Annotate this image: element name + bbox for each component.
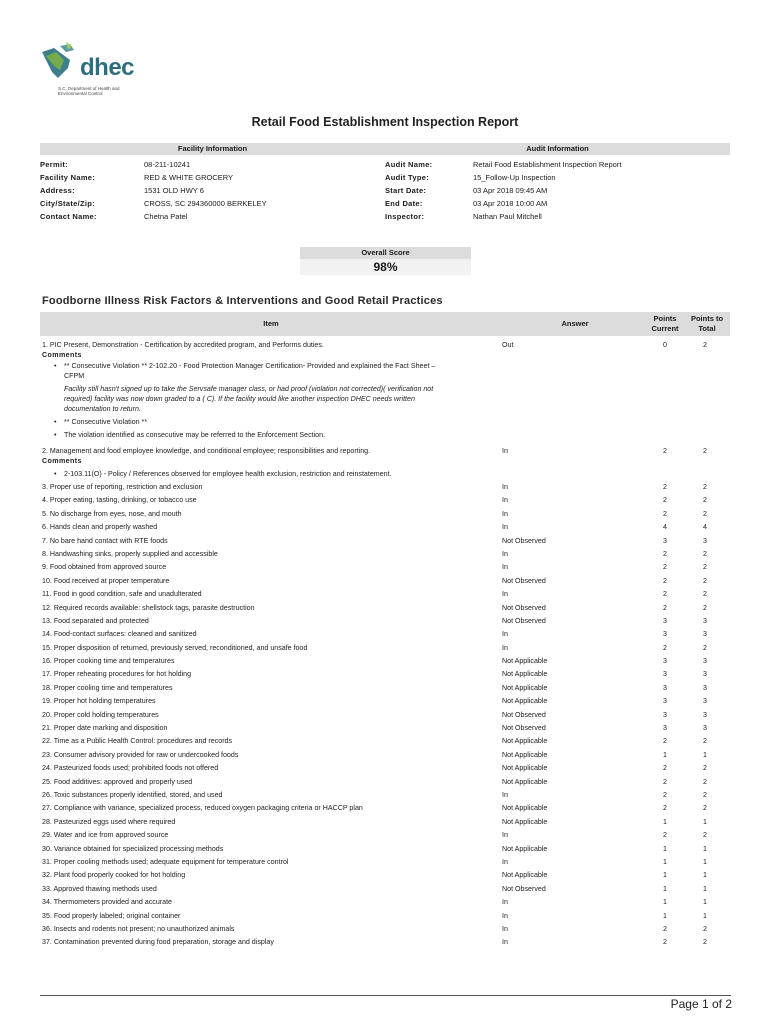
item-answer: In [502,790,508,799]
page-number: Page 1 of 2 [670,997,732,1011]
item-answer: Not Applicable [502,844,548,853]
item-points-current: 2 [663,603,667,612]
item-points-total: 2 [703,643,707,652]
item-answer: Not Observed [502,710,546,719]
item-points-current: 1 [663,750,667,759]
item-text: 16. Proper cooking time and temperatures [42,657,175,666]
item-points-current: 1 [663,844,667,853]
item-points-total: 1 [703,857,707,866]
comment-bullet: • ** Consecutive Violation ** 2-102.20 - Food Protection Manager Certification- Provided and explained the Fact Sheet – CFPM [42,361,497,381]
table-row [40,521,730,534]
item-points-current: 3 [663,670,667,679]
item-text: 10. Food received at proper temperature [42,576,170,585]
address-value: 1531 OLD HWY 6 [144,186,204,195]
end-date-value: 03 Apr 2018 10:00 AM [473,199,548,208]
item-points-total: 3 [703,670,707,679]
item-points-total: 3 [703,657,707,666]
table-row [40,668,730,681]
contact-value: Chetna Patel [144,212,188,221]
item-text: 37. Contamination prevented during food preparation, storage and display [42,938,274,947]
item-points-current: 3 [663,657,667,666]
audit-name-value: Retail Food Establishment Inspection Report [473,160,622,169]
item-points-total: 1 [703,898,707,907]
item-answer: In [502,857,508,866]
table-row [40,575,730,588]
item-points-current: 1 [663,898,667,907]
item-points-current: 2 [663,483,667,491]
item-text: 6. Hands clean and properly washed [42,523,158,532]
item-points-total: 2 [703,483,707,491]
table-row [40,802,730,815]
item-answer: Not Applicable [502,871,548,880]
logo-wordmark: dhec [80,54,135,81]
item-text: 33. Approved thawing methods used [42,884,157,893]
item-answer: In [502,447,508,455]
header-item: Item [263,319,279,328]
start-date-value: 03 Apr 2018 09:45 AM [473,186,548,195]
item-points-total: 2 [703,603,707,612]
table-row [40,843,730,856]
item-points-total: 3 [703,630,707,639]
city-value: CROSS, SC 294360000 BERKELEY [144,199,267,208]
overall-score-value: 98% [300,259,471,275]
table-row [40,816,730,829]
item-points-current: 0 [663,341,667,349]
item-points-current: 2 [663,938,667,947]
item-points-current: 2 [663,563,667,572]
item-text: 25. Food additives: approved and properly used [42,777,193,786]
item-text: 18. Proper cooling time and temperatures [42,683,173,692]
table-row [40,588,730,601]
table-row [40,642,730,655]
item-text: 5. No discharge from eyes, nose, and mouth [42,509,182,518]
table-row [40,548,730,561]
table-row [40,481,730,494]
item-points-total: 3 [703,724,707,733]
item-answer: Not Applicable [502,777,548,786]
item-answer: Not Applicable [502,657,548,666]
item-text: 21. Proper date marking and disposition [42,724,168,733]
item-points-total: 1 [703,911,707,920]
item-points-current: 2 [663,831,667,840]
item-text: 35. Food properly labeled; original container [42,911,181,920]
item-text: 29. Water and ice from approved source [42,831,169,840]
logo-subtitle: S.C. Department of Health and Environmental Control [58,86,120,96]
items-table [40,312,730,950]
comment-bullet: • 2-103.11(O) - Policy / References observed for employee health exclusion, restriction and reinstatement. [42,469,497,479]
item-text: 17. Proper reheating procedures for hot holding [42,670,192,679]
overall-score-box [300,247,471,275]
table-row [40,655,730,668]
item-text: 24. Pasteurized foods used; prohibited foods not offered [42,764,219,773]
item-text: 30. Variance obtained for specialized processing methods [42,844,224,853]
item-answer: Not Applicable [502,670,548,679]
item-answer: Not Observed [502,603,546,612]
item-points-total: 2 [703,576,707,585]
item-text: 26. Toxic substances properly identified, stored, and used [42,790,223,799]
item-points-current: 4 [663,523,667,532]
table-row [40,615,730,628]
item-answer: In [502,563,508,572]
table-row [40,602,730,615]
item-points-total: 3 [703,536,707,545]
item-points-current: 1 [663,857,667,866]
item-points-current: 3 [663,724,667,733]
item-points-total: 2 [703,777,707,786]
item-points-current: 2 [663,924,667,933]
item-text: 27. Compliance with variance, specialized process, reduced oxygen packaging criteria or HACCP plan [42,804,363,813]
header-points-total: Points to Total [690,314,724,333]
item-points-total: 3 [703,683,707,692]
item-points-total: 1 [703,884,707,893]
table-row [40,910,730,923]
item-points-current: 2 [663,790,667,799]
audit-info: Audit Name: Retail Food Establishment Inspection Report Audit Type: 15_Follow-Up Inspection Start Date: 03 Apr 2018 09:45 AM End Date: 03 Apr 2018 10:00 AM Inspector: Nathan Paul Mitchell [385,160,622,221]
item-answer: Not Observed [502,616,546,625]
item-points-current: 2 [663,447,667,455]
footer-divider [40,995,731,996]
report-title: Retail Food Establishment Inspection Report [251,115,519,129]
item-text: 4. Proper eating, tasting, drinking, or tobacco use [42,496,197,505]
item-text: 31. Proper cooling methods used; adequate equipment for temperature control [42,857,289,866]
table-row [40,446,730,481]
item-points-total: 3 [703,616,707,625]
item-points-current: 2 [663,496,667,505]
audit-type-value: 15_Follow-Up Inspection [473,173,556,182]
item-text: 15. Proper disposition of returned, previously served, reconditioned, and unsafe food [42,643,308,652]
item-points-total: 2 [703,549,707,558]
table-row [40,762,730,775]
table-row [40,628,730,641]
table-row [40,896,730,909]
item-points-total: 2 [703,496,707,505]
header-answer: Answer [561,319,589,328]
item-answer: Out [502,341,514,349]
item-points-total: 2 [703,563,707,572]
comment-bullet: • The violation identified as consecutive may be referred to the Enforcement Section. [42,430,497,440]
item-points-total: 2 [703,341,707,349]
dhec-logo [40,42,150,98]
table-row [40,695,730,708]
table-row [40,776,730,789]
table-row [40,735,730,748]
item-text: 22. Time as a Public Health Control: procedures and records [42,737,233,746]
item-points-total: 1 [703,871,707,880]
item-points-current: 3 [663,697,667,706]
item-answer: Not Observed [502,884,546,893]
item-text: 11. Food in good condition, safe and unadulterated [42,590,202,599]
item-points-total: 1 [703,844,707,853]
item-answer: Not Applicable [502,683,548,692]
item-points-current: 3 [663,536,667,545]
item-answer: In [502,483,508,491]
table-row [40,789,730,802]
comment-bullet: • ** Consecutive Violation ** [42,417,497,427]
table-row [40,494,730,507]
item-points-current: 3 [663,710,667,719]
item-points-current: 2 [663,737,667,746]
facility-info-header: Facility Information [177,144,248,153]
comments-label: Comments [42,457,82,465]
audit-info-header: Audit Information [526,144,589,153]
table-row [40,829,730,842]
item-points-total: 3 [703,697,707,706]
table-row [40,936,730,949]
item-points-total: 2 [703,924,707,933]
item-points-total: 2 [703,938,707,947]
item-text: 9. Food obtained from approved source [42,563,167,572]
item-points-current: 2 [663,777,667,786]
item-answer: Not Applicable [502,737,548,746]
item-points-total: 2 [703,590,707,599]
item-points-total: 1 [703,750,707,759]
item-text: 7. No bare hand contact with RTE foods [42,536,168,545]
item-answer: Not Applicable [502,750,548,759]
item-points-current: 1 [663,911,667,920]
overall-score-label: Overall Score [300,247,471,259]
item-points-total: 2 [703,831,707,840]
item-text: 28. Pasteurized eggs used where required [42,817,176,826]
item-points-current: 3 [663,630,667,639]
item-answer: Not Applicable [502,804,548,813]
item-answer: Not Observed [502,576,546,585]
item-text: 36. Insects and rodents not present; no unauthorized animals [42,924,235,933]
item-points-current: 3 [663,683,667,692]
facility-name-value: RED & WHITE GROCERY [144,173,234,182]
table-row [40,722,730,735]
item-points-total: 2 [703,737,707,746]
item-answer: In [502,523,508,532]
table-row [40,340,730,446]
item-text: 34. Thermometers provided and accurate [42,898,172,907]
item-points-current: 2 [663,764,667,773]
table-row [40,535,730,548]
item-answer: In [502,509,508,518]
item-text: 1. PIC Present, Demonstration - Certification by accredited program, and Performs duties. [42,341,324,349]
info-section [40,143,730,223]
facility-info: Permit: 08-211-10241 Facility Name: RED & WHITE GROCERY Address: 1531 OLD HWY 6 City/State/Zip: CROSS, SC 294360000 BERKELEY Contact Name: Chetna Patel [40,160,267,221]
item-answer: Not Observed [502,724,546,733]
item-text: 8. Handwashing sinks, properly supplied and accessible [42,549,218,558]
item-text: 12. Required records available: shellstock tags, parasite destruction [42,603,255,612]
item-text: 2. Management and food employee knowledge, and conditional employee; responsibilities and reporting. [42,447,371,455]
section-title: Foodborne Illness Risk Factors & Interventions and Good Retail Practices [42,295,443,307]
item-answer: In [502,549,508,558]
item-points-total: 2 [703,790,707,799]
item-text: 23. Consumer advisory provided for raw or undercooked foods [42,750,239,759]
item-answer: Not Applicable [502,697,548,706]
item-points-current: 1 [663,884,667,893]
item-points-total: 3 [703,710,707,719]
table-row [40,508,730,521]
item-text: 13. Food separated and protected [42,616,149,625]
item-points-total: 4 [703,523,707,532]
item-points-current: 1 [663,871,667,880]
item-answer: In [502,630,508,639]
item-points-current: 2 [663,549,667,558]
item-points-total: 1 [703,817,707,826]
item-text: 20. Proper cold holding temperatures [42,710,159,719]
item-text: 19. Proper hot holding temperatures [42,697,156,706]
table-row [40,856,730,869]
item-answer: Not Applicable [502,817,548,826]
comments-label: Comments [42,351,82,359]
item-answer: In [502,496,508,505]
simple-rows [40,481,730,950]
item-text: 3. Proper use of reporting, restriction and exclusion [42,483,203,491]
table-row [40,561,730,574]
table-header [40,312,730,336]
item-answer: In [502,924,508,933]
table-row [40,883,730,896]
table-row [40,923,730,936]
item-points-current: 2 [663,643,667,652]
item-points-current: 2 [663,576,667,585]
permit-value: 08-211-10241 [144,160,191,169]
table-row [40,709,730,722]
item-points-total: 2 [703,764,707,773]
item-answer: In [502,938,508,947]
item-answer: In [502,831,508,840]
inspector-value: Nathan Paul Mitchell [473,212,542,221]
table-row [40,682,730,695]
item-answer: In [502,643,508,652]
header-points-current: Points Current [651,314,679,333]
item-answer: Not Applicable [502,764,548,773]
table-row [40,749,730,762]
item-points-total: 2 [703,447,707,455]
item-points-current: 2 [663,509,667,518]
item-points-total: 2 [703,509,707,518]
item-points-current: 1 [663,817,667,826]
item-answer: Not Observed [502,536,546,545]
item-text: 14. Food-contact surfaces: cleaned and sanitized [42,630,197,639]
palmetto-state-icon [40,42,84,86]
item-points-current: 2 [663,590,667,599]
comment-note: Facility still hasn't signed up to take the Servsafe manager class, or had proof (violation not corrected)( verification not required) facility was now down graded to a ( C). If the facility would like another inspection DHEC needs written documentation to return. [64,385,434,413]
item-text: 32. Plant food properly cooked for hot holding [42,871,186,880]
item-answer: In [502,590,508,599]
item-points-total: 2 [703,804,707,813]
item-points-current: 3 [663,616,667,625]
item-answer: In [502,898,508,907]
item-points-current: 2 [663,804,667,813]
item-answer: In [502,911,508,920]
table-row [40,869,730,882]
